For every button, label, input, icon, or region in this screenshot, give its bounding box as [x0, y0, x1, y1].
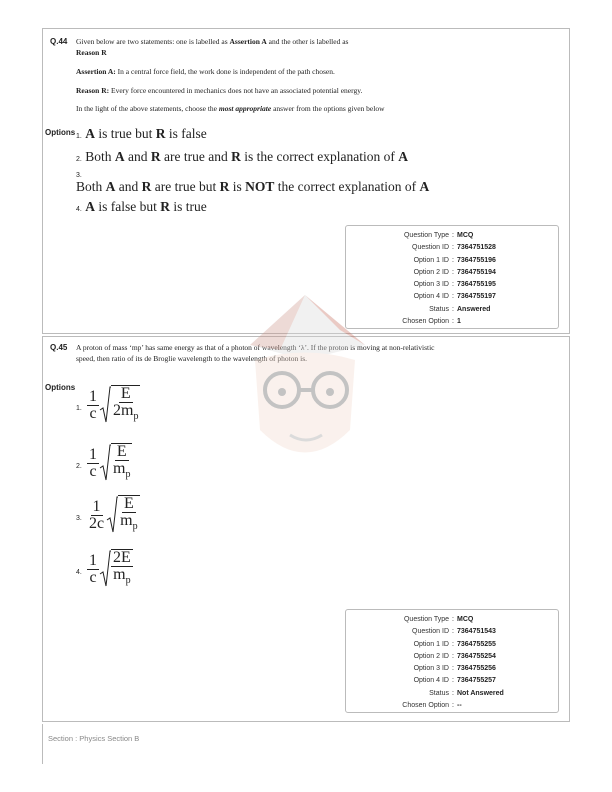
meta-row: Option 3 ID : 7364755195	[346, 279, 558, 291]
radical	[99, 549, 133, 589]
text-part: R	[155, 126, 166, 141]
meta-row: Chosen Option : --	[346, 700, 558, 712]
fraction	[111, 385, 140, 425]
meta-row: Question ID : 7364751543	[346, 626, 558, 638]
fraction	[87, 447, 99, 480]
page-border-left	[42, 724, 43, 764]
radicand-top: E	[120, 385, 131, 402]
text-part: R	[141, 179, 152, 194]
radical	[99, 385, 140, 425]
intro-mid: and the other is labelled as	[268, 37, 349, 46]
fraction	[111, 549, 133, 589]
meta-row: Question ID : 7364751528	[346, 242, 558, 254]
intro-text: Given below are two statements: one is labelled as	[76, 37, 228, 46]
text-part: are true but	[151, 179, 220, 194]
instruction-line	[76, 103, 446, 114]
options-label: Options	[45, 383, 76, 392]
meta-row: Question Type : MCQ	[346, 614, 558, 626]
text-part: A	[85, 199, 95, 214]
fraction	[87, 499, 106, 532]
text-part: A	[114, 149, 125, 164]
option-number: 1.	[76, 405, 82, 412]
meta-value: 7364755196	[457, 256, 496, 264]
denominator: c	[89, 568, 97, 586]
option-4[interactable]	[76, 199, 207, 215]
meta-row: Option 2 ID : 7364755194	[346, 267, 558, 279]
question-intro	[76, 36, 446, 58]
denominator: c	[89, 462, 97, 480]
meta-row: Option 1 ID : 7364755255	[346, 639, 558, 651]
text-part: and	[124, 149, 151, 164]
meta-key: Option 1 ID	[413, 256, 449, 264]
instruction-pre: In the light of the above statements, choose the	[76, 104, 218, 113]
option-2[interactable]	[87, 443, 132, 483]
meta-key: Option 3 ID	[413, 281, 449, 289]
radicand-bottom: m	[113, 566, 126, 583]
meta-key: Question ID	[412, 628, 449, 636]
text-part: A	[105, 179, 116, 194]
option-1[interactable]	[76, 126, 207, 142]
meta-value: Answered	[457, 305, 491, 313]
question-44-card	[42, 28, 570, 334]
option-number: 4.	[76, 569, 82, 576]
meta-value: 7364755197	[457, 293, 496, 301]
text-part: and	[115, 179, 142, 194]
meta-key: Option 3 ID	[413, 665, 449, 673]
fraction	[87, 389, 99, 422]
meta-key: Question ID	[412, 244, 449, 252]
radicand-top: E	[123, 495, 134, 512]
subscript: p	[125, 575, 131, 587]
fraction	[118, 495, 139, 535]
denominator: 2c	[89, 514, 105, 532]
question-number: Q.44	[50, 37, 68, 46]
radicand-bottom: 2m	[113, 402, 134, 419]
meta-row: Status : Not Answered	[346, 688, 558, 700]
fraction	[111, 443, 132, 483]
meta-key: Option 4 ID	[413, 293, 449, 301]
meta-row: Option 2 ID : 7364755254	[346, 651, 558, 663]
meta-row: Status : Answered	[346, 304, 558, 316]
subscript: p	[132, 521, 138, 533]
option-3[interactable]	[76, 179, 429, 195]
option-number: 3.	[76, 172, 82, 179]
fraction	[87, 553, 99, 586]
meta-key: Option 2 ID	[413, 652, 449, 660]
sqrt-sign-icon	[99, 444, 111, 482]
question-text: A proton of mass ‘mp’ has same energy as that of a photon of wavelength ‘λ’. If the proton is moving at non-relativistic speed, then ratio of its de Broglie wavelength to the wavelength of photon is.	[76, 343, 435, 363]
text-part: the correct explanation of	[274, 179, 420, 194]
meta-row: Option 1 ID : 7364755196	[346, 255, 558, 267]
option-2[interactable]	[76, 149, 408, 165]
question-meta-panel	[345, 609, 559, 713]
meta-value: 7364755257	[457, 677, 496, 685]
meta-key: Option 4 ID	[413, 677, 449, 685]
option-number: 2.	[76, 463, 82, 470]
radicand-bottom: m	[113, 460, 126, 477]
meta-value: 7364755255	[457, 640, 496, 648]
text-part: are true and	[160, 149, 232, 164]
subscript: p	[125, 469, 131, 481]
meta-row: Option 4 ID : 7364755197	[346, 291, 558, 303]
meta-key: Question Type	[403, 232, 449, 239]
text-part: is true	[169, 199, 207, 214]
radicand-top: E	[116, 443, 127, 460]
text-part: is false but	[94, 199, 161, 214]
meta-value: MCQ	[457, 616, 474, 623]
reason-text: Every force encountered in mechanics does not have an associated potential energy.	[111, 86, 363, 95]
reason-label: Reason R:	[76, 86, 110, 95]
option-number: 3.	[76, 515, 82, 522]
reason-line	[76, 85, 446, 96]
text-part: is	[229, 179, 246, 194]
meta-value: --	[457, 702, 462, 710]
meta-value: 7364751528	[457, 244, 496, 252]
text-part: is the correct explanation of	[240, 149, 399, 164]
numerator: 1	[89, 387, 97, 405]
numerator: 1	[92, 497, 101, 515]
radical	[99, 443, 132, 483]
radical	[106, 495, 139, 535]
assertion-label: Assertion A:	[76, 67, 116, 76]
intro-reason: Reason R	[76, 48, 107, 57]
question-number: Q.45	[50, 343, 68, 352]
subscript: p	[133, 411, 139, 423]
meta-key: Chosen Option	[402, 702, 449, 710]
text-part: R	[150, 149, 161, 164]
text-part: Both	[85, 149, 115, 164]
assertion-text: In a central force field, the work done is independent of the path chosen.	[117, 67, 335, 76]
option-3[interactable]	[87, 495, 140, 535]
text-part: is false	[165, 126, 207, 141]
sqrt-sign-icon	[106, 496, 118, 534]
meta-value: 7364755194	[457, 268, 496, 276]
denominator: c	[89, 404, 97, 422]
meta-value: 7364755195	[457, 281, 496, 289]
options-label: Options	[45, 128, 76, 137]
instruction-bold: most appropriate	[218, 104, 272, 113]
numerator: 1	[89, 551, 97, 569]
text-part: is true but	[94, 126, 156, 141]
meta-value: 7364755256	[457, 665, 496, 673]
meta-value: MCQ	[457, 232, 474, 239]
text-part: A	[85, 126, 95, 141]
meta-value: 1	[457, 318, 461, 326]
instruction-post: answer from the options given below	[273, 104, 385, 113]
text-part: A	[419, 179, 430, 194]
meta-key: Chosen Option	[402, 318, 449, 326]
radicand-bottom: m	[120, 512, 133, 529]
option-number: 1.	[76, 133, 82, 140]
sqrt-sign-icon	[99, 550, 111, 588]
meta-key: Option 1 ID	[413, 640, 449, 648]
meta-row: Option 4 ID : 7364755257	[346, 675, 558, 687]
meta-key: Status	[429, 305, 449, 313]
meta-row: Chosen Option : 1	[346, 316, 558, 328]
meta-value: 7364755254	[457, 652, 496, 660]
text-part: NOT	[245, 179, 275, 194]
meta-key: Status	[429, 689, 449, 697]
text-part: R	[219, 179, 230, 194]
option-1[interactable]	[87, 385, 140, 425]
meta-row: Question Type : MCQ	[346, 230, 558, 242]
text-part: Both	[76, 179, 106, 194]
text-part: R	[231, 149, 241, 164]
meta-key: Question Type	[403, 616, 449, 623]
assertion-line	[76, 66, 446, 77]
option-number: 4.	[76, 206, 82, 213]
meta-key: Option 2 ID	[413, 268, 449, 276]
sqrt-sign-icon	[99, 386, 111, 424]
meta-value: 7364751543	[457, 628, 496, 636]
meta-row: Option 3 ID : 7364755256	[346, 663, 558, 675]
meta-value: Not Answered	[457, 689, 504, 697]
section-footer: Section : Physics Section B	[48, 734, 140, 743]
radicand-top: 2E	[113, 549, 131, 566]
numerator: 1	[89, 445, 97, 463]
option-number: 2.	[76, 156, 82, 163]
cartoon-boy-with-glasses-icon	[230, 290, 380, 480]
text-part: A	[398, 149, 409, 164]
text-part: R	[160, 199, 170, 214]
option-4[interactable]	[87, 549, 133, 589]
intro-assertion: Assertion A	[229, 37, 267, 46]
